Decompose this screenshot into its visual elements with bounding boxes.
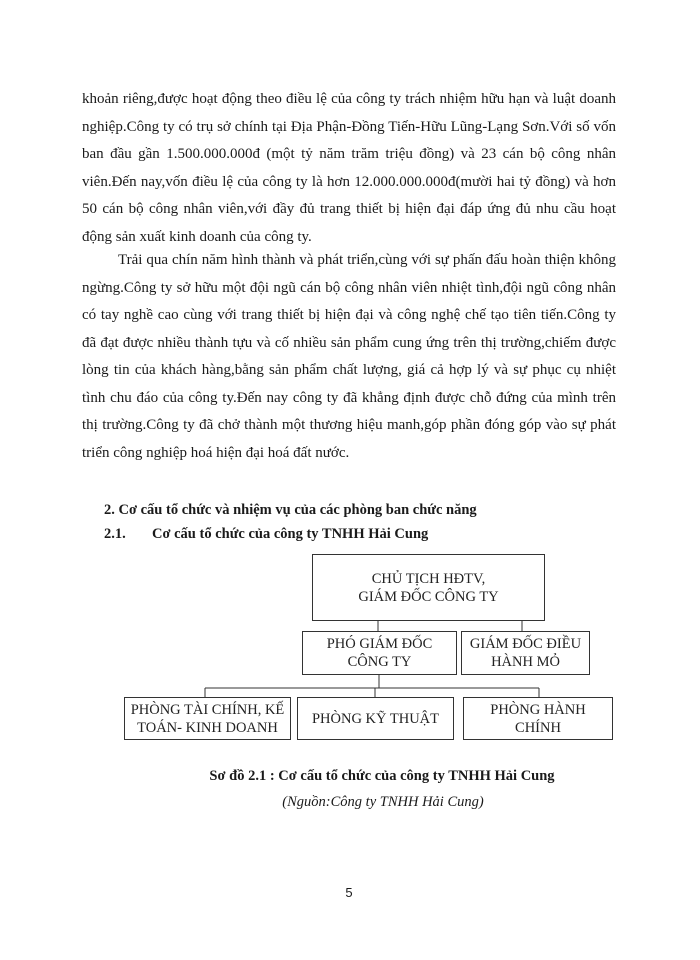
body-paragraph-2: Trải qua chín năm hình thành và phát triển,cùng với sự phấn đấu hoàn thiện không ngừng.Công ty sở hữu một đội ngũ cán bộ công nhân viên nhiệt tình,đội ngũ công nhân có tay nghề cao cùng với trang thiết bị hiện đại và công nghệ chế tạo tiên tiến.Công ty đã đạt được nhiều thành tựu và cố nhiều sản phẩm cung ứng trên thị trường,chiếm được lòng tin của khách hàng,bằng sản phẩm chất lượng, giá cả hợp lý và sự phục cụ nhiệt tình chu đáo của công ty.Đến nay công ty đã khẳng định được chỗ đứng của mình trên thị trường.Công ty đã chở thành một thương hiệu manh,góp phần đóng góp vào sự phát triển công nghiệp hoá hiện đại hoá đất nước.: [82, 252, 616, 461]
figure-caption: [0, 768, 700, 785]
page-number: [0, 885, 700, 900]
org-box-operations-director: GIÁM ĐỐC ĐIỀU HÀNH MỎ: [461, 631, 590, 675]
org-box-technical-department: PHÒNG KỸ THUẬT: [297, 697, 454, 740]
org-box-admin-department: PHÒNG HÀNH CHÍNH: [463, 697, 613, 740]
body-paragraph-1: khoản riêng,được hoạt động theo điều lệ của công ty trách nhiệm hữu hạn và luật doanh nghiệp.Công ty có trụ sở chính tại Địa Phận-Đồng Tiến-Hữu Lũng-Lạng Sơn.Với số vốn ban đầu gần 1.500.000.000đ (một tỷ năm trăm triệu đồng) và 23 cán bộ công nhân viên.Đến nay,vốn điều lệ của công ty là hơn 12.000.000.000đ(mười hai tỷ đồng) và hơn 50 cán bộ công nhân viên,với đầy đủ trang thiết bị hiện đại đáp ứng đủ nhu cầu hoạt động sản xuất kinh doanh của công ty.: [82, 91, 616, 245]
figure-caption-text: Sơ đồ 2.1 : Cơ cấu tổ chức của công ty TNHH Hải Cung: [209, 768, 555, 784]
figure-source: [0, 794, 700, 811]
section-heading-2-1-text: Cơ cấu tổ chức của công ty TNHH Hải Cung: [152, 526, 429, 542]
org-box-chairman: [312, 554, 545, 621]
section-heading-2: 2. Cơ cấu tổ chức và nhiệm vụ của các phòng ban chức năng: [104, 502, 477, 518]
org-box-chairman-line2: GIÁM ĐỐC CÔNG TY: [358, 588, 499, 605]
figure-source-text: (Nguồn:Công ty TNHH Hải Cung): [282, 794, 484, 810]
org-box-chairman-line1: CHỦ TỊCH HĐTV,: [371, 570, 486, 587]
org-box-finance-department: PHÒNG TÀI CHÍNH, KẾ TOÁN- KINH DOANH: [124, 697, 291, 740]
section-heading-2-1-number: 2.1.: [104, 526, 126, 542]
org-box-deputy-director: PHÓ GIÁM ĐỐC CÔNG TY: [302, 631, 457, 675]
page-number-text: 5: [345, 885, 353, 900]
